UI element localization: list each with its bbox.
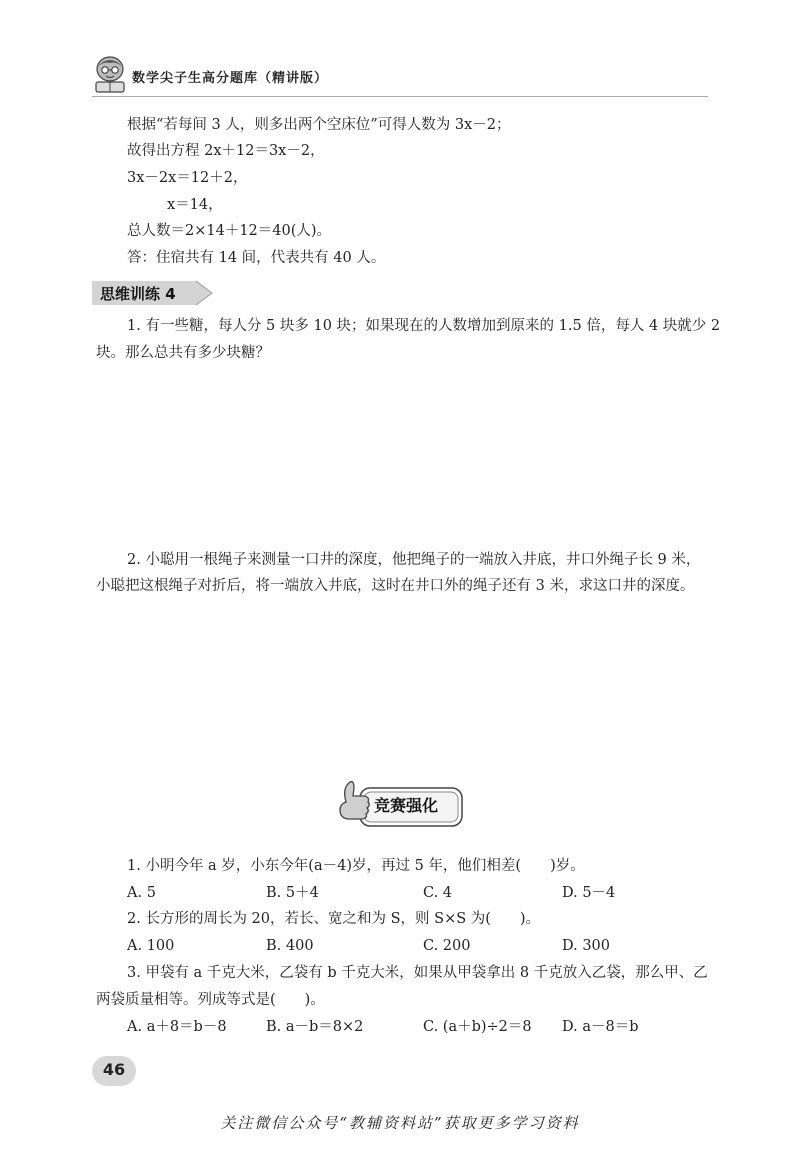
competition-title: 竞赛强化 <box>374 796 439 815</box>
header-title: 数学尖子生高分题库（精讲版） <box>132 71 329 86</box>
competition-q3-line-2: 两袋质量相等。列成等式是( )。 <box>96 992 325 1008</box>
competition-badge <box>336 778 466 830</box>
competition-q2-option-b: B. 400 <box>266 938 314 954</box>
solution-answer: 答：住宿共有 14 间，代表共有 40 人。 <box>127 250 386 266</box>
competition-q2-option-a: A. 100 <box>127 938 175 954</box>
practice-q1-line-2: 块。那么总共有多少块糖？ <box>96 345 270 361</box>
competition-q3-option-d: D. a－8＝b <box>562 1019 639 1035</box>
practice-q2-line-2: 小聪把这根绳子对折后，将一端放入井底，这时在井口外的绳子还有 3 米，求这口井的深度。 <box>96 578 695 594</box>
page-number: 46 <box>102 1060 126 1079</box>
competition-q1-option-b: B. 5＋4 <box>266 885 319 901</box>
solution-line-1: 根据“若每间 3 人，则多出两个空床位”可得人数为 3x－2； <box>127 117 511 133</box>
header-divider <box>92 96 708 97</box>
footer-watermark: 关注微信公众号“教辅资料站”获取更多学习资料 <box>220 1114 580 1132</box>
solution-line-3: 3x－2x＝12＋2， <box>127 170 248 186</box>
page-number-badge <box>92 1056 136 1086</box>
solution-line-5: 总人数＝2×14＋12＝40(人)。 <box>127 223 332 239</box>
section-title: 思维训练 4 <box>100 285 176 303</box>
practice-q2-line-1: 2. 小聪用一根绳子来测量一口井的深度，他把绳子的一端放入井底，井口外绳子长 9 米， <box>127 552 701 568</box>
competition-q2: 2. 长方形的周长为 20，若长、宽之和为 S，则 S×S 为( )。 <box>127 911 541 927</box>
competition-q1: 1. 小明今年 a 岁，小东今年(a－4)岁，再过 5 年，他们相差( )岁。 <box>127 858 585 874</box>
competition-q1-option-c: C. 4 <box>423 885 453 901</box>
practice-q1-line-1: 1. 有一些糖，每人分 5 块多 10 块；如果现在的人数增加到原来的 1.5 倍，每人 4 块就少 2 <box>127 318 721 334</box>
solution-line-2: 故得出方程 2x＋12＝3x－2， <box>127 143 325 159</box>
competition-q3-option-b: B. a－b＝8×2 <box>266 1019 364 1035</box>
competition-q2-option-c: C. 200 <box>423 938 471 954</box>
competition-q2-option-d: D. 300 <box>562 938 611 954</box>
solution-line-4: x＝14， <box>167 197 223 213</box>
page-header <box>92 55 352 95</box>
mascot-icon <box>92 55 128 95</box>
competition-q3-option-a: A. a＋8＝b－8 <box>127 1019 227 1035</box>
competition-q1-option-a: A. 5 <box>127 885 156 901</box>
competition-q3-line-1: 3. 甲袋有 a 千克大米，乙袋有 b 千克大米，如果从甲袋拿出 8 千克放入乙袋，那么甲、乙 <box>127 965 708 981</box>
competition-q1-option-d: D. 5－4 <box>562 885 616 901</box>
competition-q3-option-c: C. (a＋b)÷2＝8 <box>423 1019 532 1035</box>
section-tab-thinking-training <box>92 281 214 305</box>
